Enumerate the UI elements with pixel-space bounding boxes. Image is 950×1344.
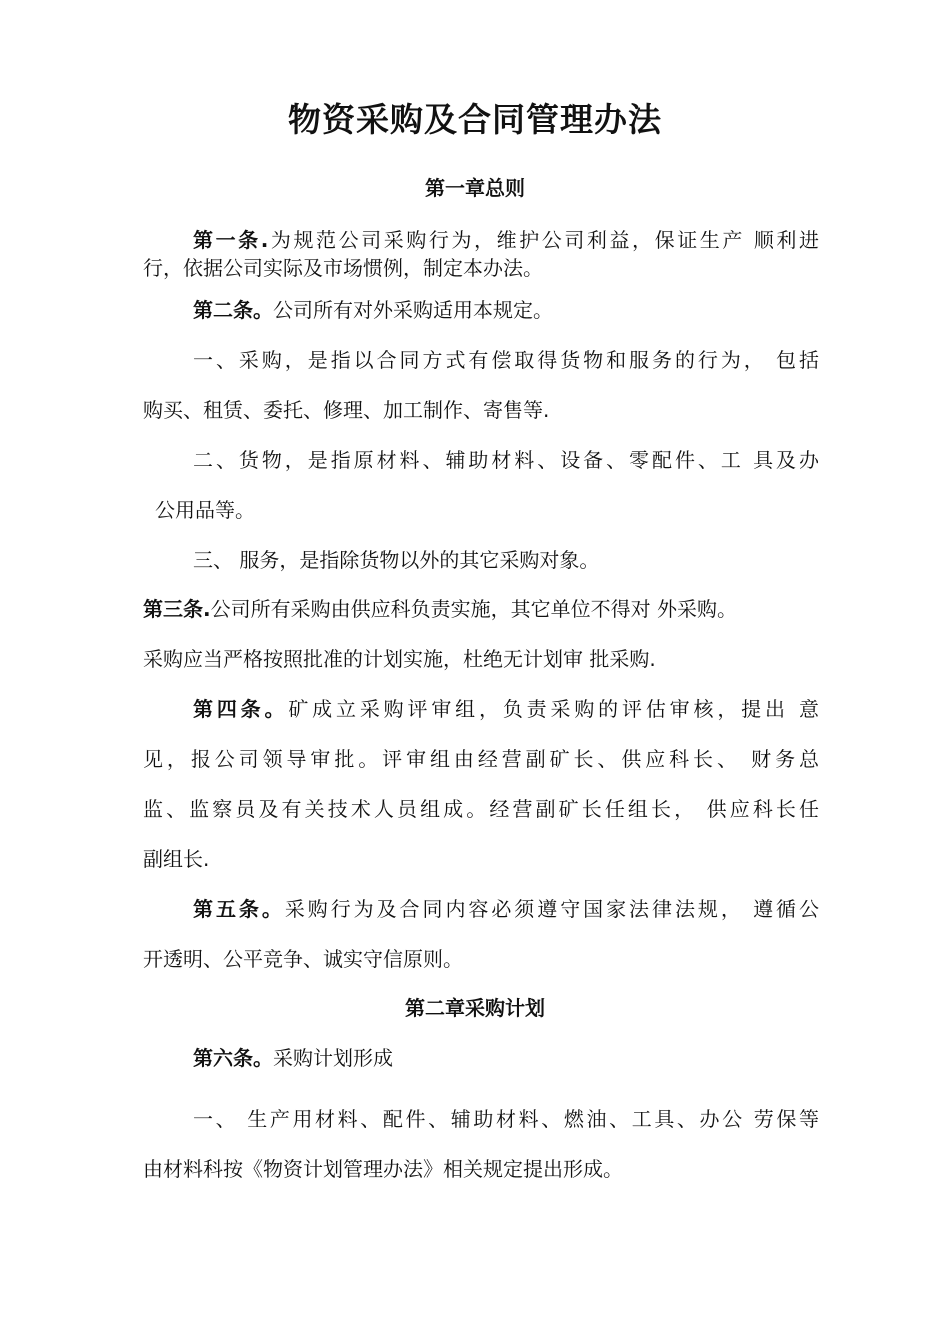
article-2-item-2-line-2: 公用品等。 [155,498,255,522]
article-3-line-1 [143,597,737,621]
article-2-item-3-line-1: 三、 服务，是指除货物以外的其它采购对象。 [193,548,600,572]
article-3-text-1: 公司所有采购由供应科负责实施，其它单位不得对 外采购。 [210,597,737,621]
article-2-label: 第二条。 [193,298,273,322]
article-3-line-2: 采购应当严格按照批准的计划实施，杜绝无计划审 批采购. [143,647,656,671]
article-4-label: 第四条。 [193,697,289,721]
article-4-line-1 [193,697,819,721]
article-1-line-2: 行，依据公司实际及市场惯例，制定本办法。 [143,256,543,280]
article-5-label: 第五条。 [193,897,285,921]
article-2-item-1-line-2: 购买、租赁、委托、修理、加工制作、寄售等. [143,398,550,422]
article-6-label: 第六条。 [193,1046,273,1070]
article-2-item-2-line-1: 二、货物，是指原材料、辅助材料、设备、零配件、工 具及办 [193,448,819,472]
chapter-heading-2: 第二章采购计划 [405,996,545,1020]
article-6-line [193,1046,393,1070]
document-title: 物资采购及合同管理办法 [288,100,662,139]
article-1-text-1: 为规范公司采购行为，维护公司利益，保证生产 顺利进 [268,228,819,252]
article-5-line-2: 开透明、公平竞争、诚实守信原则。 [143,947,463,971]
article-5-text-1: 采购行为及合同内容必须遵守国家法律法规， 遵循公 [284,897,820,921]
article-6-text: 采购计划形成 [273,1046,393,1070]
chapter-heading-1: 第一章总则 [425,176,525,200]
article-6-item-1-line-2: 由材料科按《物资计划管理办法》相关规定提出形成。 [143,1157,623,1181]
article-4-text-1: 矿成立采购评审组，负责采购的评估审核，提出 意 [288,697,820,721]
article-1-label: 第一条. [193,228,269,252]
article-4-line-2: 见，报公司领导审批。评审组由经营副矿长、供应科长、 财务总 [143,747,819,771]
article-6-item-1-line-1: 一、 生产用材料、配件、辅助材料、燃油、工具、办公 劳保等 [193,1107,819,1131]
article-4-line-4: 副组长. [143,847,210,871]
article-3-label: 第三条. [143,597,211,621]
article-1-line-1 [143,228,819,252]
article-2-item-1-line-1: 一、采购，是指以合同方式有偿取得货物和服务的行为， 包括 [193,348,819,372]
article-5-line-1 [193,897,819,921]
article-4-line-3: 监、监察员及有关技术人员组成。经营副矿长任组长， 供应科长任 [143,797,819,821]
article-2-text: 公司所有对外采购适用本规定。 [273,298,553,322]
article-2-line [193,298,553,322]
